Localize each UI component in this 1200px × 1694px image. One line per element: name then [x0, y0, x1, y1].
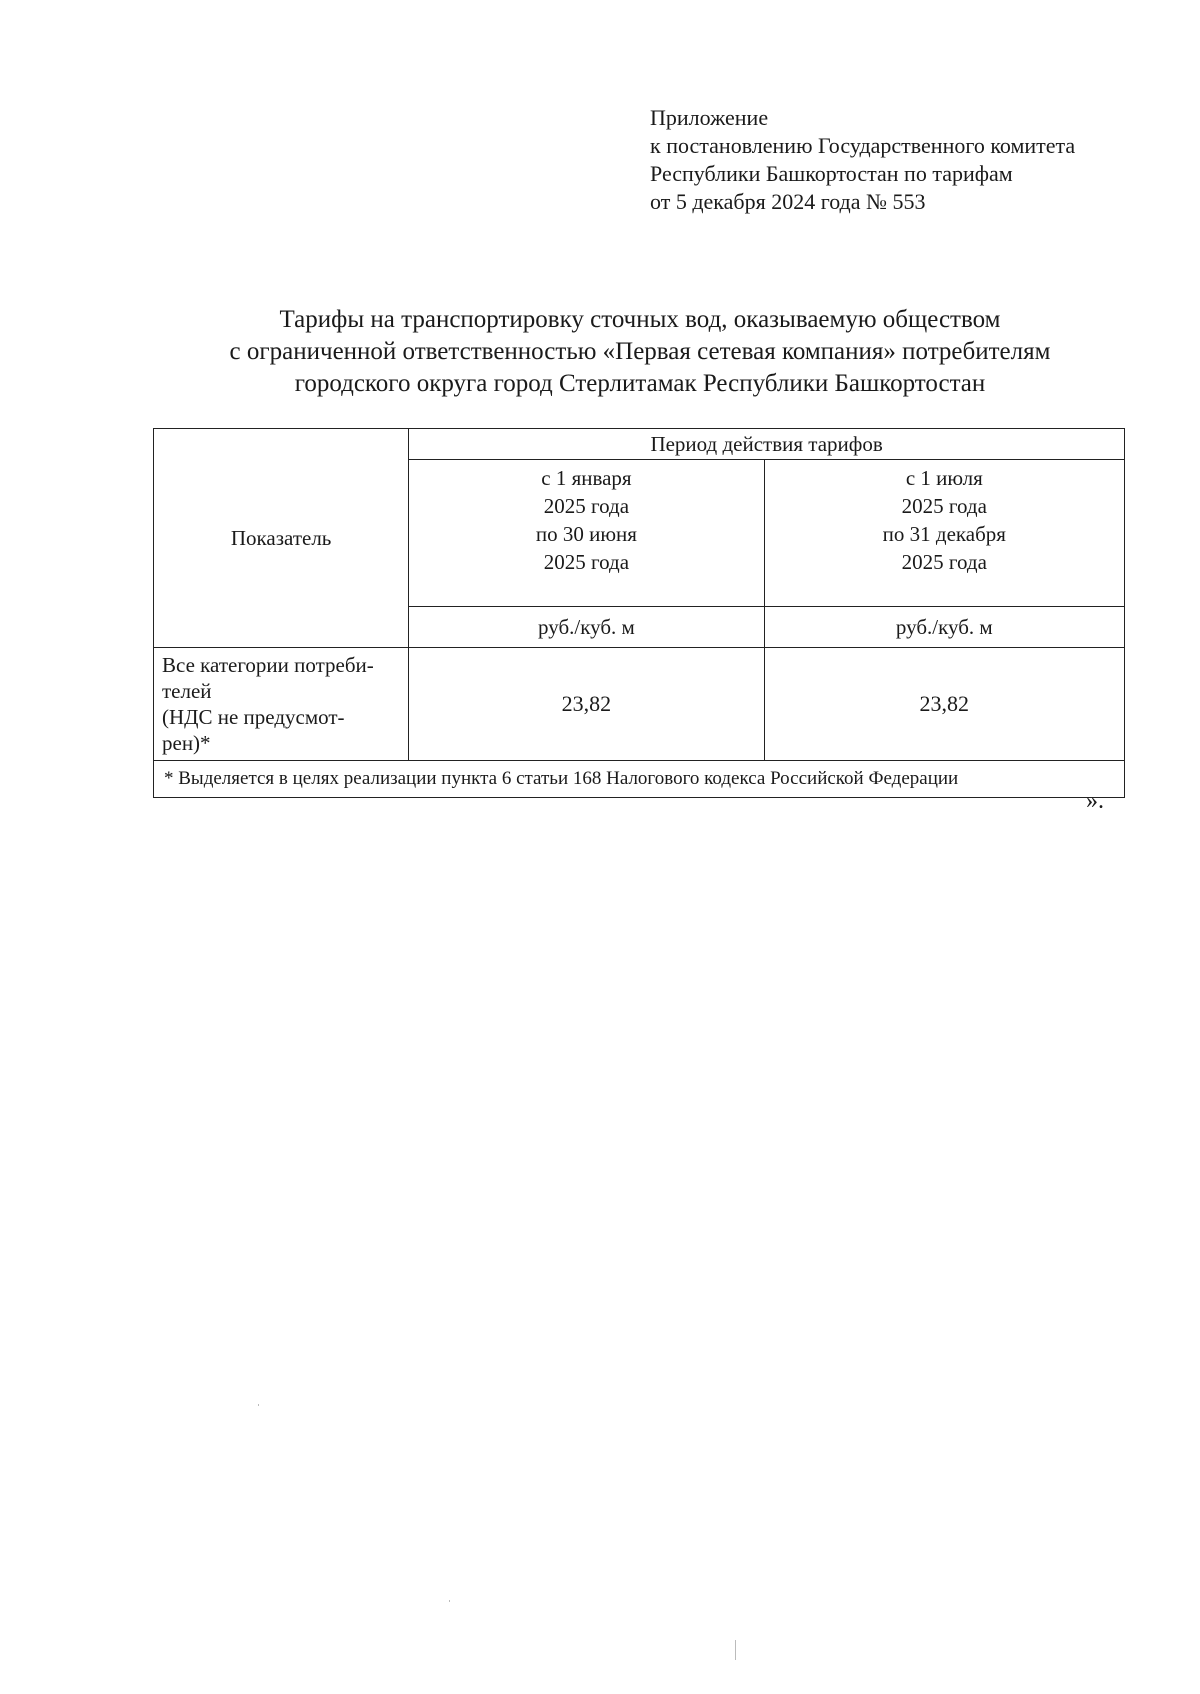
- period-1-line: с 1 января: [541, 466, 632, 490]
- scan-speck: [735, 1640, 736, 1660]
- tariff-table: [153, 428, 1125, 798]
- indicator-cell: [154, 648, 409, 761]
- scan-speck: [449, 1600, 450, 1602]
- period-2-line: 2025 года: [901, 494, 987, 518]
- table-row: [154, 648, 1125, 761]
- appendix-header: [650, 104, 1170, 216]
- period-2-line: по 31 декабря: [882, 522, 1006, 546]
- title-line-3: городского округа город Стерлитамак Республики Башкортостан: [294, 370, 986, 397]
- indicator-line: Все категории потреби-: [162, 653, 374, 677]
- appendix-line-2: к постановлению Государственного комитета: [650, 133, 1076, 158]
- period-2-line: 2025 года: [901, 550, 987, 574]
- table-footnote: * Выделяется в целях реализации пункта 6 статьи 168 Налогового кодекса Российской Федерации: [154, 761, 1125, 798]
- tariff-value-period-2: 23,82: [764, 648, 1124, 761]
- period-1-dates: [409, 460, 764, 607]
- title-line-1: Тарифы на транспортировку сточных вод, оказываемую обществом: [279, 306, 1001, 333]
- period-2-line: с 1 июля: [905, 466, 983, 490]
- indicator-line: (НДС не предусмот-: [162, 705, 345, 729]
- document-title: [140, 304, 1140, 400]
- period-1-line: по 30 июня: [535, 522, 637, 546]
- scan-speck: [258, 1404, 259, 1406]
- period-2-unit: руб./куб. м: [764, 607, 1124, 648]
- period-1-line: 2025 года: [543, 494, 630, 518]
- period-1-unit: руб./куб. м: [409, 607, 764, 648]
- period-1-line: 2025 года: [543, 550, 630, 574]
- indicator-line: телей: [162, 679, 212, 703]
- period-header: Период действия тарифов: [409, 429, 1125, 460]
- tariff-value-period-1: 23,82: [409, 648, 764, 761]
- appendix-line-3: Республики Башкортостан по тарифам: [650, 161, 1013, 186]
- indicator-header: Показатель: [154, 429, 409, 648]
- appendix-line-4: от 5 декабря 2024 года № 553: [650, 189, 926, 214]
- closing-quote-mark: ».: [1086, 788, 1104, 814]
- title-line-2: с ограниченной ответственностью «Первая сетевая компания» потребителям: [229, 338, 1051, 365]
- indicator-line: рен)*: [162, 731, 211, 755]
- appendix-line-1: Приложение: [650, 105, 769, 130]
- period-2-dates: [764, 460, 1124, 607]
